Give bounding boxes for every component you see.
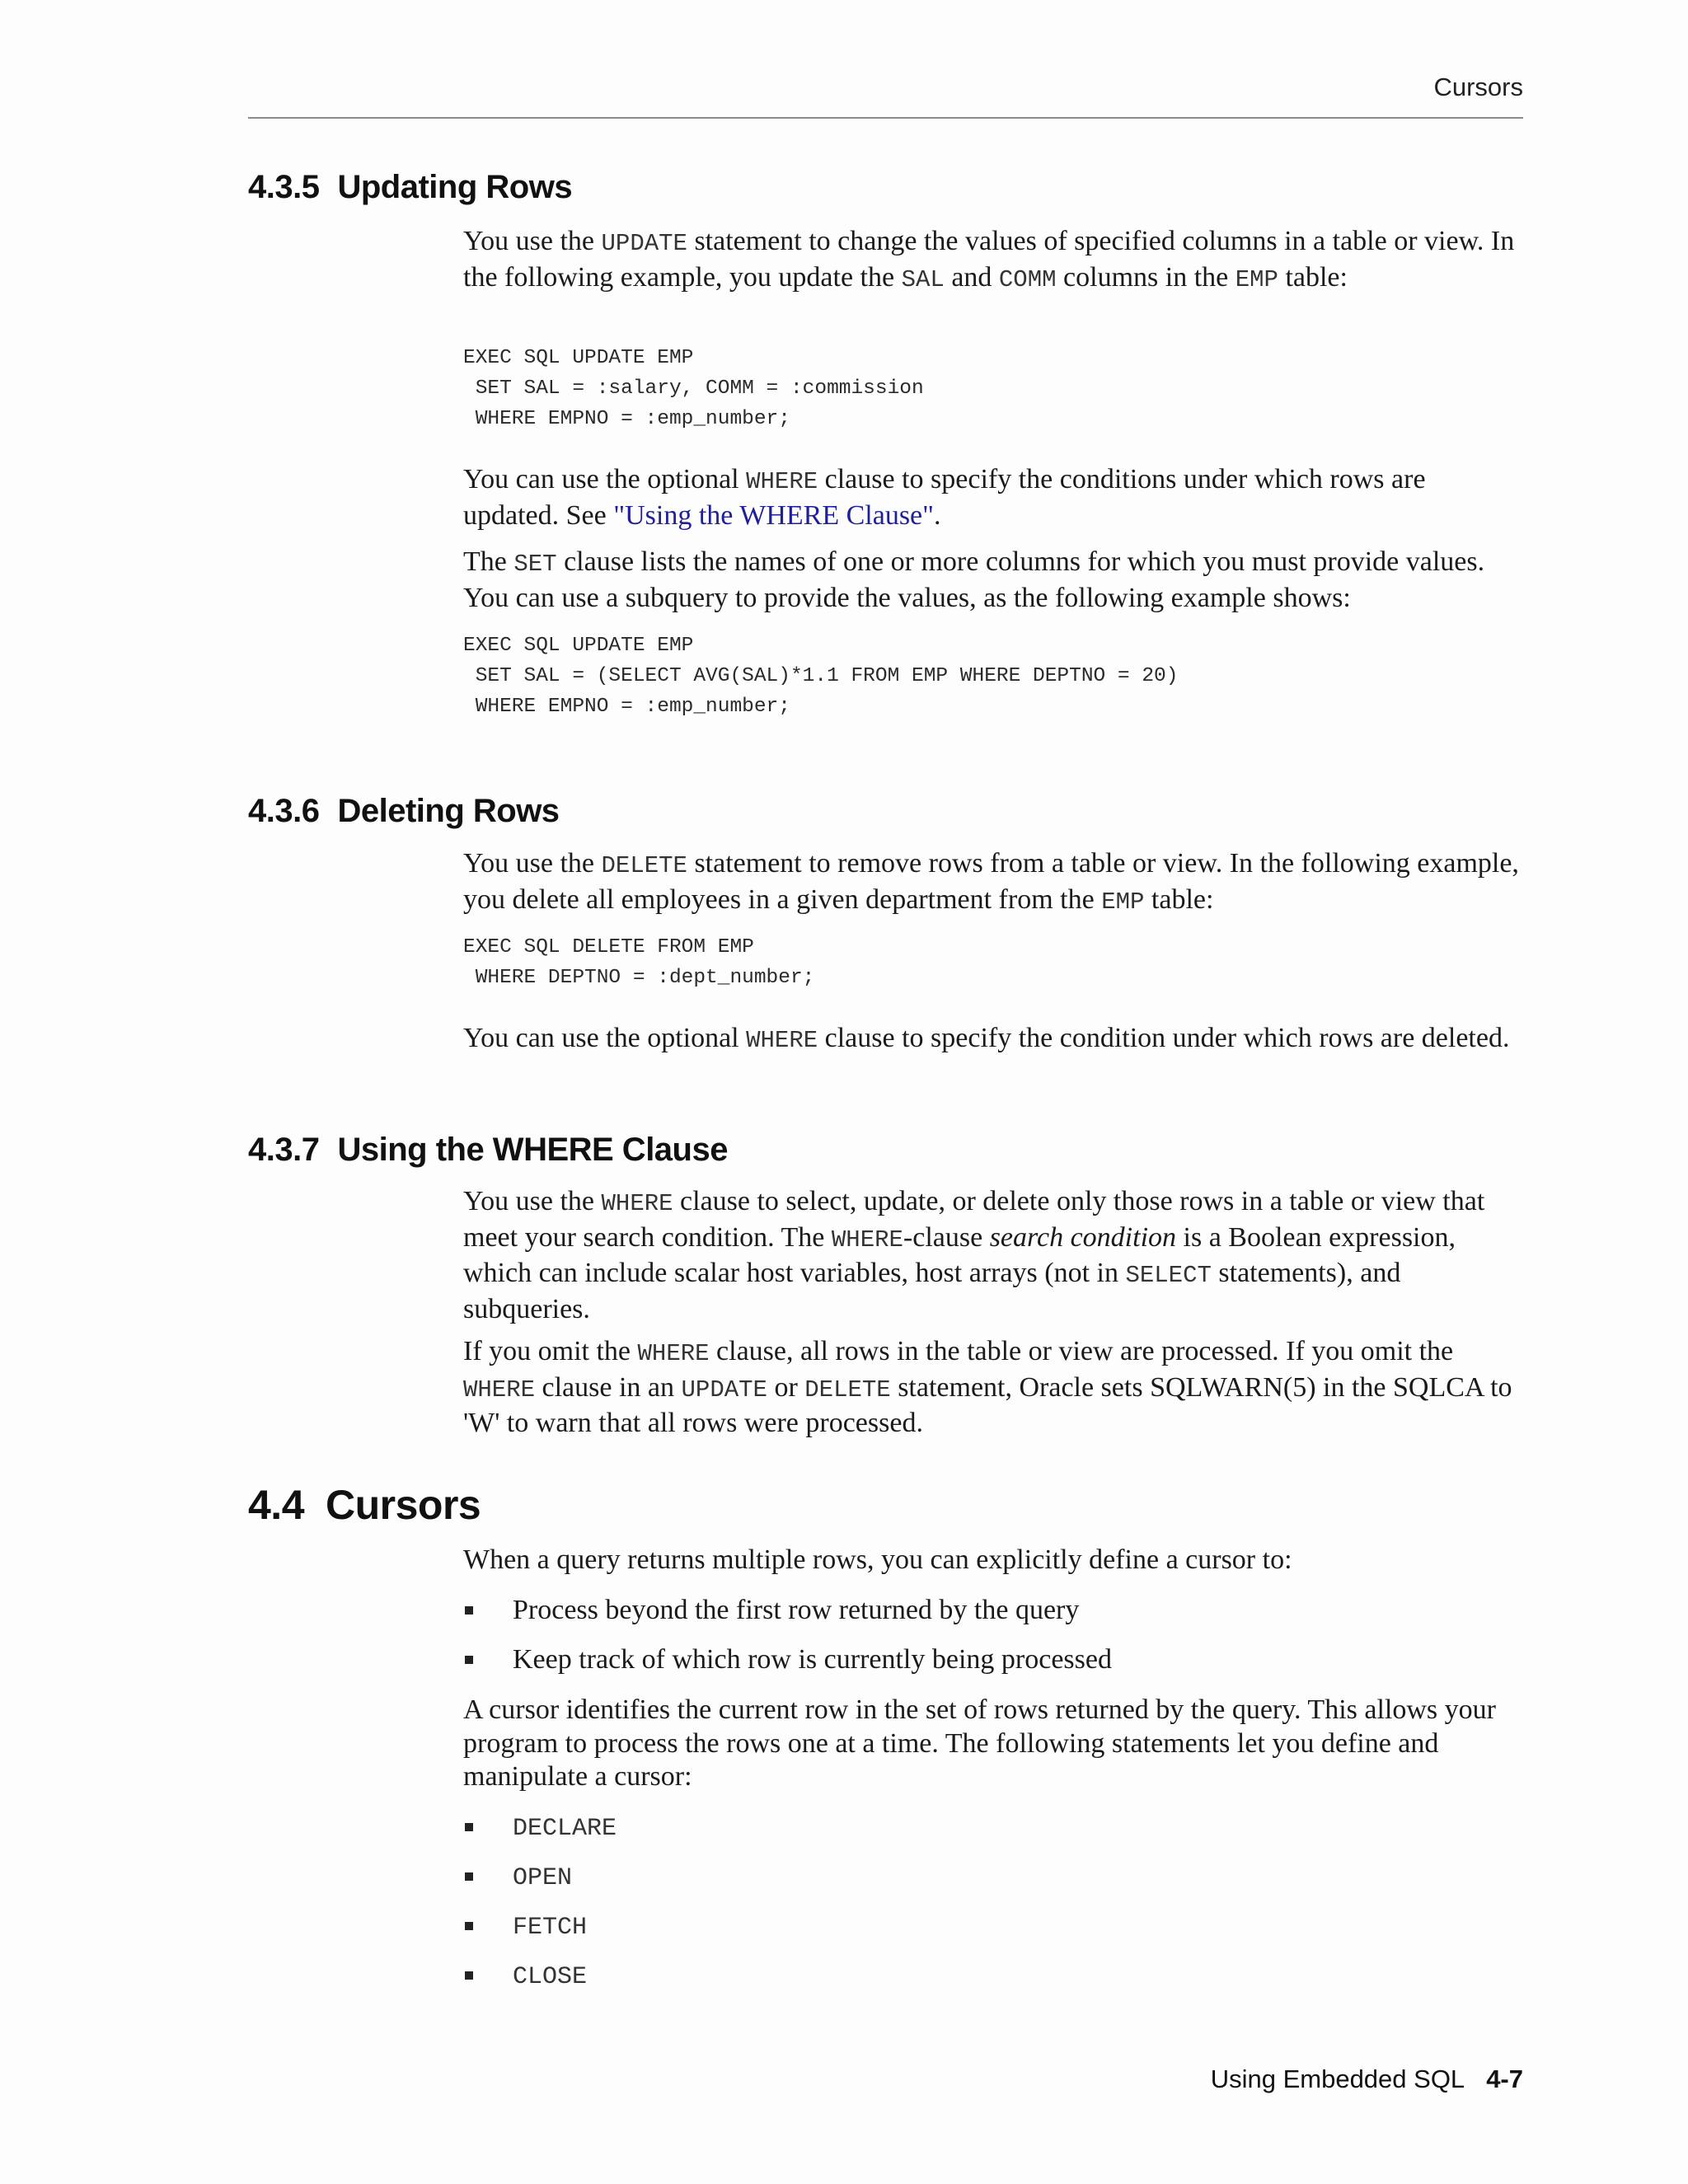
bullet-icon <box>465 1606 473 1615</box>
paragraph: You can use the optional WHERE clause to specify the condition under which rows are deleted. <box>463 1023 1510 1054</box>
section-number: 4.3.7 <box>248 1132 320 1168</box>
paragraph: The SET clause lists the names of one or more columns for which you must provide values. You can use a subquery to provide the values, as the following example shows: <box>463 546 1485 613</box>
running-header <box>248 73 1523 119</box>
bullet-icon <box>465 1922 473 1930</box>
code-block: EXEC SQL DELETE FROM EMP WHERE DEPTNO = :dept_number; <box>463 936 815 989</box>
heading-4-3-5 <box>248 169 572 206</box>
paragraph: If you omit the WHERE clause, all rows in the table or view are processed. If you omit the WHERE clause in an UPDATE or DELETE statement, Oracle sets SQLWARN(5) in the SQLCA to 'W' to warn that all rows were processed. <box>463 1336 1512 1438</box>
paragraph: You can use the optional WHERE clause to specify the conditions under which rows are updated. See "Using the WHERE Clause". <box>463 464 1426 531</box>
where-clause-link[interactable]: "Using the WHERE Clause" <box>613 499 935 531</box>
heading-4-3-6 <box>248 793 560 830</box>
section-number: 4.3.5 <box>248 169 320 205</box>
paragraph: When a query returns multiple rows, you can explicitly define a cursor to: <box>463 1544 1292 1575</box>
paragraph: You use the WHERE clause to select, update, or delete only those rows in a table or view that meet your search condition. The WHERE-clause search condition is a Boolean expression, which can include scalar host variables, host arrays (not in SELECT statements), and subqueries. <box>463 1186 1485 1324</box>
page-footer <box>1211 2064 1523 2094</box>
page-number: 4-7 <box>1486 2064 1523 2093</box>
code-block: EXEC SQL UPDATE EMP SET SAL = :salary, COMM = :commission WHERE EMPNO = :emp_number; <box>463 347 924 430</box>
paragraph: You use the UPDATE statement to change the values of specified columns in a table or view. In the following example, you update the SAL and COMM columns in the EMP table: <box>463 226 1515 293</box>
paragraph: You use the DELETE statement to remove rows from a table or view. In the following example, you delete all employees in a given department from the EMP table: <box>463 848 1519 916</box>
section-title: Cursors <box>326 1482 481 1528</box>
header-title: Cursors <box>1433 73 1523 101</box>
bullet-icon <box>465 1872 473 1881</box>
section-title: Using the WHERE Clause <box>337 1132 728 1168</box>
bullet-icon <box>465 1971 473 1980</box>
section-number: 4.3.6 <box>248 793 320 829</box>
heading-4-4 <box>248 1481 481 1529</box>
footer-text: Using Embedded SQL <box>1210 2064 1465 2093</box>
heading-4-3-7 <box>248 1132 728 1169</box>
bullet-icon <box>465 1656 473 1664</box>
section-title: Updating Rows <box>337 169 573 205</box>
paragraph: A cursor identifies the current row in the set of rows returned by the query. This allows your program to process the rows one at a time. The following statements let you define and manipulate a cursor: <box>463 1694 1496 1792</box>
bullet-icon <box>465 1823 473 1831</box>
code-block: EXEC SQL UPDATE EMP SET SAL = (SELECT AVG(SAL)*1.1 FROM EMP WHERE DEPTNO = 20) WHERE EMPNO = :emp_number; <box>463 635 1179 718</box>
section-title: Deleting Rows <box>337 793 560 829</box>
section-number: 4.4 <box>248 1482 305 1528</box>
